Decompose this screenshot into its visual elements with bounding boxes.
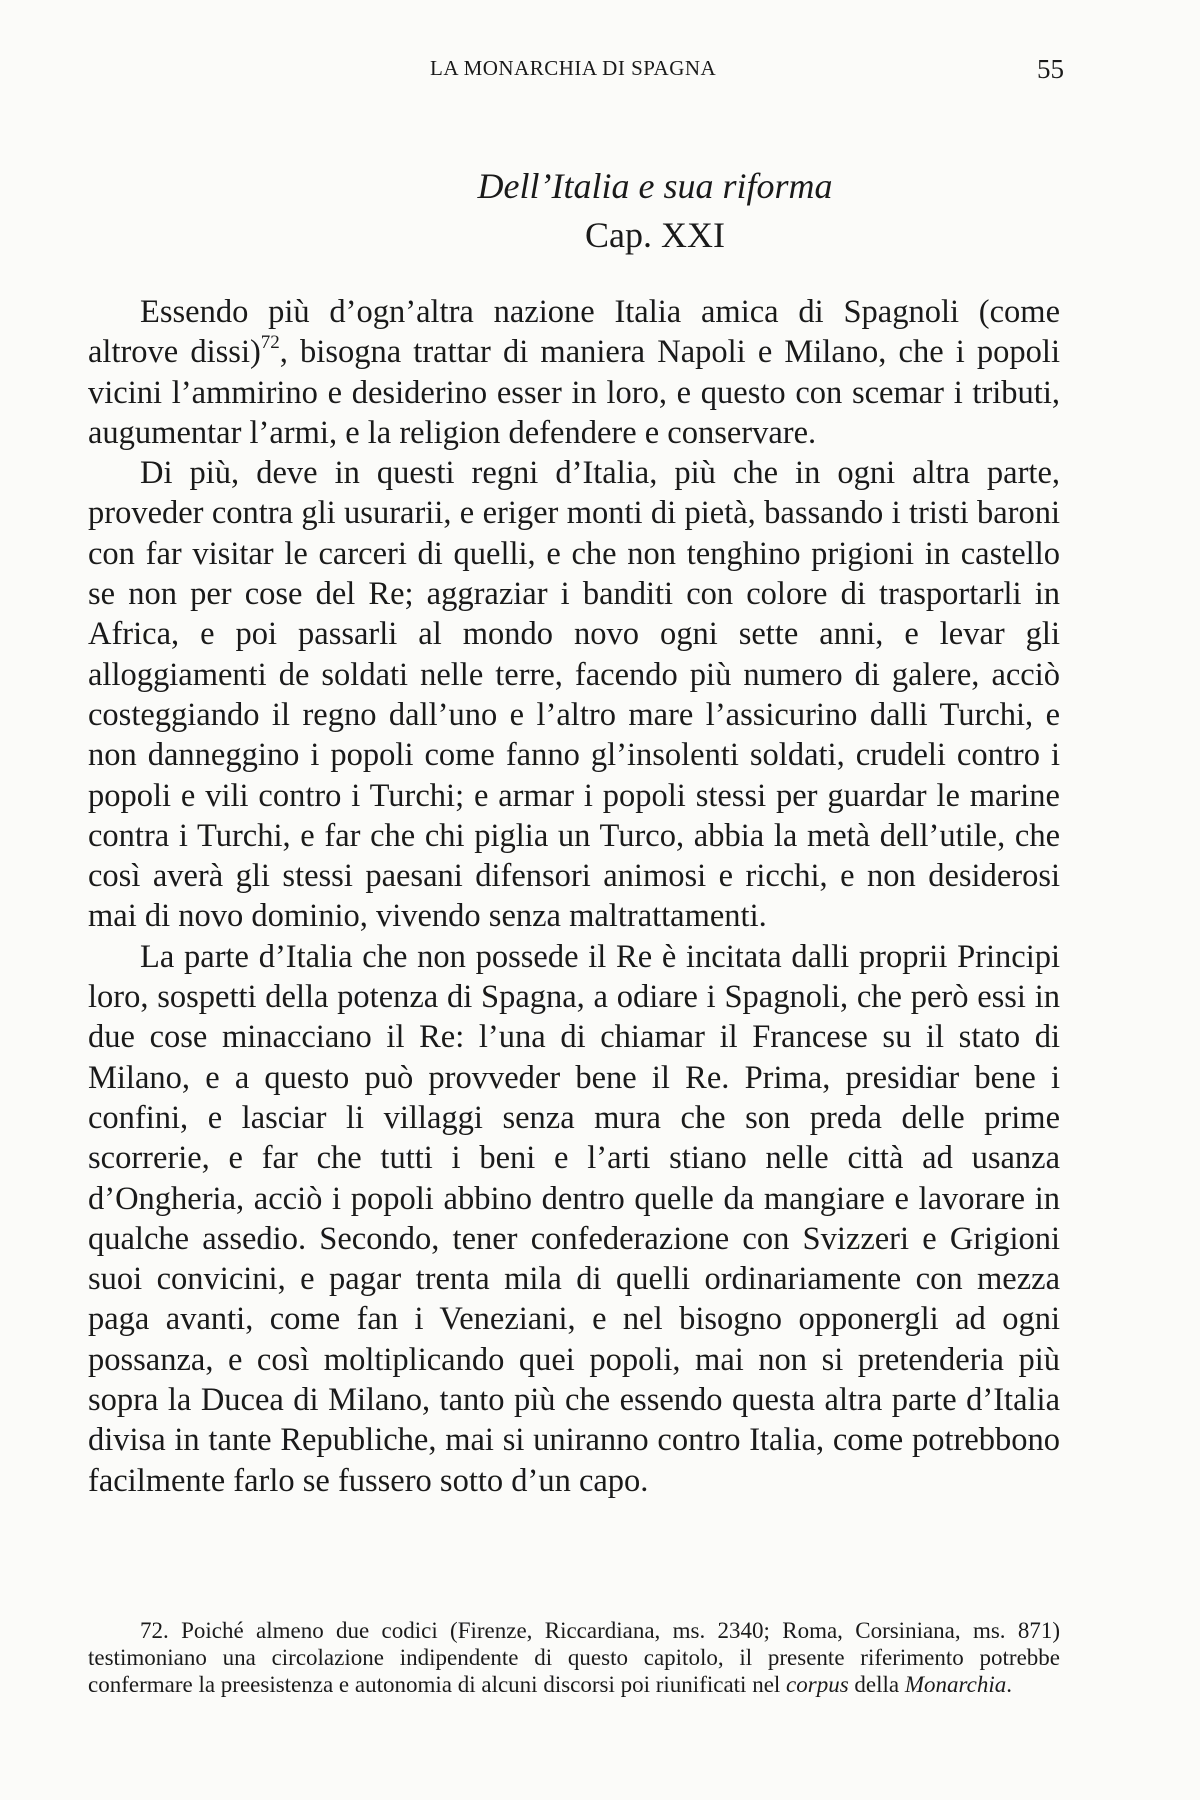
footnote	[88, 1617, 1060, 1698]
chapter-title: Dell’Italia e sua riforma	[477, 166, 833, 206]
footnote-text-2: della	[848, 1672, 905, 1697]
footnote-text-3: .	[1006, 1672, 1012, 1697]
paragraph-1	[88, 292, 1060, 453]
paragraph-1-start: Essendo più d’ogn’altra nazione Italia amica di Spagnoli (come altrove dissi)	[88, 294, 1060, 371]
footnote-italic-corpus: corpus	[786, 1672, 849, 1697]
paragraph-1-end: , bisogna trattar di maniera Napoli e Milano, che i popoli vicini l’ammirino e desiderino esser in loro, e questo con scemar i tributi, augumentar l’armi, e la religion defendere e conservare.	[88, 334, 1060, 451]
footnote-reference: 72	[260, 332, 280, 354]
footnote-text-1: Poiché almeno due codici (Firenze, Riccardiana, ms. 2340; Roma, Corsiniana, ms. 871) testimoniano una circolazione indipendente di questo capitolo, il presente riferimento potrebbe confermare la preesistenza e autonomia di alcuni discorsi poi riunificati nel	[88, 1618, 1061, 1697]
footnote-number: 72.	[140, 1618, 169, 1643]
page-number: 55	[1037, 54, 1064, 84]
paragraph-3: La parte d’Italia che non possede il Re è incitata dalli proprii Principi loro, sospetti della potenza di Spagna, a odiare i Spagnoli, che però essi in due cose minacciano il Re: l’una di chiamar il Francese su il stato di Milano, e a questo può provveder bene il Re. Prima, presidiar bene i confini, e lasciar li villaggi senza mura che son preda delle prime scorrerie, e far che tutti i beni e l’arti stiano nelle città ad usanza d’Ongheria, acciò i popoli abbino dentro quelle da mangiare e lavorare in qualche assedio. Secondo, tener confederazione con Svizzeri e Grigioni suoi convicini, e pagar trenta mila di quelli ordinariamente con mezza paga avanti, come fan i Veneziani, e nel bisogno opponergli ad ogni possanza, e così moltiplicando quei popoli, mai non si pretenderia più sopra la Ducea di Milano, tanto più che essendo questa altra parte d’Italia divisa in tante Republiche, mai si uniranno contro Italia, come potrebbono facilmente farlo se fussero sotto d’un capo.	[88, 938, 1060, 1499]
footnote-italic-monarchia: Monarchia	[904, 1672, 1007, 1697]
chapter-number: Cap. XXI	[585, 215, 725, 255]
running-head: LA MONARCHIA DI SPAGNA	[430, 56, 717, 80]
paragraph-2: Di più, deve in questi regni d’Italia, più che in ogni altra parte, proveder contra gli usurarii, e eriger monti di pietà, bassando i tristi baroni con far visitar le carceri di quelli, e che non tenghino prigioni in castello se non per cose del Re; aggraziar i banditi con colore di trasportarli in Africa, e poi passarli al mondo novo ogni sette anni, e levar gli alloggiamenti de soldati nelle terre, facendo più numero di galere, acciò costeggiando il regno dall’uno e l’altro mare l’assicurino dalli Turchi, e non danneggino i popoli come fanno gl’insolenti soldati, crudeli contro i popoli e vili contro i Turchi; e armar i popoli stessi per guardar le marine contra i Turchi, e far che chi piglia un Turco, abbia la metà dell’utile, che così averà gli stessi paesani difensori animosi e ricchi, e non desiderosi mai di novo dominio, vivendo senza maltrattamenti.	[88, 455, 1060, 935]
body-text	[88, 292, 1060, 1501]
